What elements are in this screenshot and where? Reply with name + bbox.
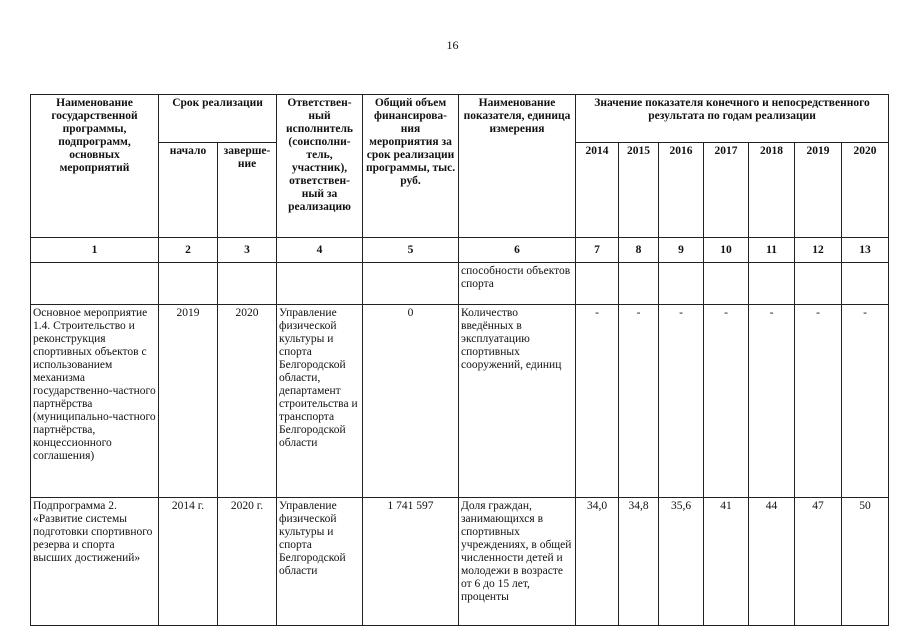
header-year: 2015 xyxy=(619,143,659,238)
row-value: - xyxy=(842,305,889,498)
header-year: 2018 xyxy=(749,143,795,238)
header-year: 2017 xyxy=(704,143,749,238)
program-table xyxy=(30,94,889,626)
column-number: 10 xyxy=(704,238,749,263)
row-value xyxy=(749,263,795,305)
row-name xyxy=(31,263,159,305)
column-number: 2 xyxy=(159,238,218,263)
row-value: - xyxy=(619,305,659,498)
row-value xyxy=(795,263,842,305)
header-program-name: Наименование государственной программы, подпрограмм, основных мероприятий xyxy=(31,95,159,238)
row-value: 34,8 xyxy=(619,498,659,626)
row-indicator: способности объектов спорта xyxy=(459,263,576,305)
row-value xyxy=(704,263,749,305)
row-value xyxy=(842,263,889,305)
row-end xyxy=(218,263,277,305)
column-number: 6 xyxy=(459,238,576,263)
row-value: 41 xyxy=(704,498,749,626)
column-number: 5 xyxy=(363,238,459,263)
column-number: 1 xyxy=(31,238,159,263)
row-end: 2020 xyxy=(218,305,277,498)
column-number: 4 xyxy=(277,238,363,263)
row-end: 2020 г. xyxy=(218,498,277,626)
header-period: Срок реализации xyxy=(159,95,277,143)
page-number: 16 xyxy=(446,38,459,52)
column-number: 9 xyxy=(659,238,704,263)
row-value: 47 xyxy=(795,498,842,626)
row-value xyxy=(619,263,659,305)
column-number: 3 xyxy=(218,238,277,263)
header-values-title: Значение показателя конечного и непосредственного результата по годам реализации xyxy=(576,95,889,143)
header-end: заверше-ние xyxy=(218,143,277,238)
header-year: 2016 xyxy=(659,143,704,238)
row-value: - xyxy=(576,305,619,498)
row-value: - xyxy=(795,305,842,498)
header-indicator: Наименование показателя, единица измерения xyxy=(459,95,576,238)
header-year: 2020 xyxy=(842,143,889,238)
row-financing xyxy=(363,263,459,305)
row-value: 50 xyxy=(842,498,889,626)
row-value: - xyxy=(704,305,749,498)
row-start: 2014 г. xyxy=(159,498,218,626)
header-year: 2019 xyxy=(795,143,842,238)
table-row xyxy=(31,498,889,626)
row-value xyxy=(659,263,704,305)
column-number-row xyxy=(31,238,889,263)
table-row xyxy=(31,305,889,498)
row-value: - xyxy=(749,305,795,498)
column-number: 12 xyxy=(795,238,842,263)
column-number: 7 xyxy=(576,238,619,263)
header-executor: Ответствен-ный исполнитель (соисполни-тель, участник), ответствен-ный за реализацию xyxy=(277,95,363,238)
row-name: Основное мероприятие 1.4. Строительство и реконструкция спортивных объектов с использованием механизма государственно-частного партнёрства (муниципально-частного партнёрства, концессионного соглашения) xyxy=(31,305,159,498)
row-value: 44 xyxy=(749,498,795,626)
row-financing: 0 xyxy=(363,305,459,498)
row-executor: Управление физической культуры и спорта Белгородской области, департамент строительства и транспорта Белгородской области xyxy=(277,305,363,498)
row-start: 2019 xyxy=(159,305,218,498)
row-executor xyxy=(277,263,363,305)
header-financing: Общий объем финансирова-ния мероприятия за срок реализации программы, тыс. руб. xyxy=(363,95,459,238)
row-value: 34,0 xyxy=(576,498,619,626)
row-name: Подпрограмма 2. «Развитие системы подготовки спортивного резерва и спорта высших достижений» xyxy=(31,498,159,626)
row-start xyxy=(159,263,218,305)
row-financing: 1 741 597 xyxy=(363,498,459,626)
row-indicator: Количество введённых в эксплуатацию спортивных сооружений, единиц xyxy=(459,305,576,498)
column-number: 8 xyxy=(619,238,659,263)
column-number: 13 xyxy=(842,238,889,263)
row-value xyxy=(576,263,619,305)
header-year: 2014 xyxy=(576,143,619,238)
table-row xyxy=(31,263,889,305)
header-start: начало xyxy=(159,143,218,238)
row-value: 35,6 xyxy=(659,498,704,626)
column-number: 11 xyxy=(749,238,795,263)
row-value: - xyxy=(659,305,704,498)
row-indicator: Доля граждан, занимающихся в спортивных учреждениях, в общей численности детей и молодежи в возрасте от 6 до 15 лет, проценты xyxy=(459,498,576,626)
row-executor: Управление физической культуры и спорта Белгородской области xyxy=(277,498,363,626)
